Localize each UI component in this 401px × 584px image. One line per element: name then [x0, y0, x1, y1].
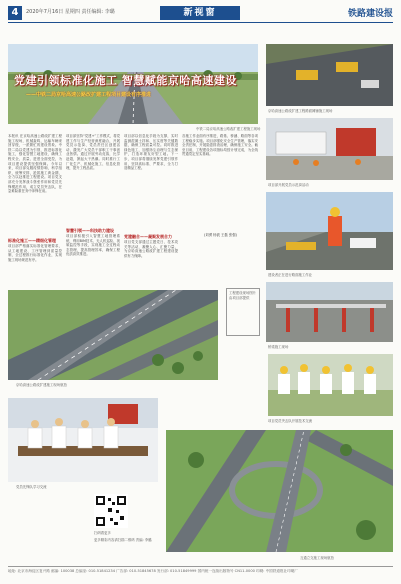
caption-r3: 建设者正在进行路面施工作业	[268, 273, 313, 277]
vertical-caption: 工程建设现场图片由项目部提供	[226, 288, 260, 336]
article-subhead-1: 标准化施工——精细化管理	[8, 238, 56, 243]
article-col-3: 项目部以信息化手段为支撑，实时监测混凝土拌和、压实度等关键数据，确保工程质量可控。同时推进绿色施工，加强扬尘治理与生态保护，打造环境友好型工地。下一步，项目部将继续发挥党建引领作用，坚持高标准、严要求，全力打造精品工程。	[124, 134, 178, 171]
photo-interchange	[166, 430, 393, 552]
article-col-2: 项目部坚持“党建+”工作模式，将党建工作与生产经营深度融合，开展党员示范岗、党员责任区创建活动，激发广大党员干部职工干事创业热情。通过开展劳动竞赛，比学赶超，掀起大干热潮。同时推行工厂化生产、机械化施工、信息化管理，提升工程品质。	[66, 134, 120, 171]
photo-team	[268, 354, 393, 416]
qr-label: 扫码看更多	[94, 531, 111, 535]
qr-note: 更多精彩内容请扫描二维码 责编: 李璐	[94, 538, 152, 542]
photo-bridge	[266, 282, 393, 342]
article-col-2b: 项目部积极引入智慧工地管理系统，利用BIM技术、无人机巡检、视频监控等手段，实现施工全过程动态管理，提高管理效率，确保工程优质高效推进。	[66, 234, 120, 257]
article-col-1: 本报讯 在京哈高速公路改扩建工程施工现场，机械轰鸣，运输车辆来回穿梭，一派繁忙的建设景象。中铁二局以党建为引领，推进标准化施工，强化智慧工地建设，确保工程安全、质量、进度全面受控，为项目建设提供坚强保障。今年以来，项目部克服疫情影响，科学组织，统筹安排，抢抓施工黄金期，全力以赴推进工程建设。项目党支部充分发挥战斗堡垒作用和党员先锋模范作用，成立党员突击队，在急难险重任务中冲锋在前。	[8, 134, 62, 194]
photo-office	[8, 398, 158, 482]
photo-construction-worker	[266, 192, 393, 270]
section-title: 新视窗	[160, 6, 240, 20]
qr-graphic	[94, 494, 128, 528]
bridge-scene	[266, 282, 393, 342]
page-header	[8, 6, 393, 20]
team-scene	[268, 354, 393, 416]
headline: 党建引领标准化施工 智慧赋能京哈高速建设	[14, 74, 237, 87]
caption-office: 党员先锋队学习交流	[16, 485, 47, 489]
header-rule	[8, 22, 393, 23]
article-col-1b: 项目部严格落实标准化管理要求，从工地建设、工序管理到质量控制，全过程推行标准化作业，实现施工现场规范有序。	[8, 244, 62, 262]
page-number: 4	[8, 6, 22, 20]
date-line: 2020年7月16日 星期四 责任编辑: 李璐	[26, 9, 115, 15]
byline: (刘勇 杨波 王磊 张强)	[204, 233, 238, 237]
caption-team: 项目党员突击队开展技术交流	[268, 419, 313, 423]
aerial-highway-scene	[8, 290, 218, 380]
paving-scene	[266, 44, 393, 106]
article-subhead-2: 智慧引领——科技助力建设	[66, 228, 114, 233]
footer-rule	[8, 566, 393, 567]
caption-r1: 京哈高速公路改扩建工程路面摊铺施工现场	[268, 109, 333, 113]
interchange-scene	[166, 430, 393, 552]
caption-r2: 项目部开展党员示范岗活动	[268, 183, 309, 187]
article-col-4: 各施工作业面有序推进，路基、桥涵、路面等各项工程稳步实施。项目部强化安全生产管理，落实安全责任制，开展隐患排查治理，确保施工安全。截至目前，工程建设各项指标均按计划完成，为全线贯通奠定坚实基础。	[182, 134, 258, 157]
photo-aerial-highway	[8, 290, 218, 380]
footer-info: 地址: 北京市海淀区复兴路 邮编: 100038 总编室: 010-51841234 广告部: 010-51845678 发行部: 010-51849999 国内统一连续出版物号 CN11-0000 印刷: 中国铁道报社印刷厂	[8, 569, 298, 573]
caption-mid: 京哈高速公路改扩建施工现场航拍	[16, 383, 67, 387]
office-scene	[8, 398, 158, 482]
caption-r4: 桥梁施工现场	[268, 345, 289, 349]
hero-caption: 中铁二局京哈高速公路改扩建工程施工现场	[196, 127, 261, 131]
caption-bottom: 互通立交施工现场航拍	[300, 556, 334, 560]
article-subhead-3: 党建融合——凝聚发展合力	[124, 234, 172, 239]
worker-scene	[266, 192, 393, 270]
paper-name: 铁路建设报	[347, 9, 393, 19]
qr-code[interactable]	[94, 494, 128, 528]
article-col-3b: 项目党支部通过主题党日、技术攻关等活动，凝聚人心、汇聚力量，为京哈高速公路改扩建工程建设提供有力保障。	[124, 240, 178, 258]
workers-scene	[266, 118, 393, 180]
subheadline: ——中铁二局京哈高速公路改扩建工程项目建设有序推进	[26, 92, 152, 98]
photo-workers	[266, 118, 393, 180]
photo-paving	[266, 44, 393, 106]
